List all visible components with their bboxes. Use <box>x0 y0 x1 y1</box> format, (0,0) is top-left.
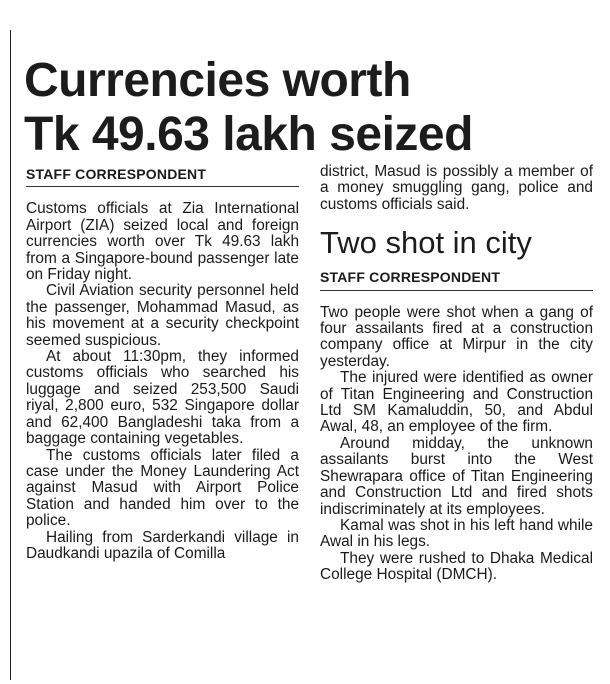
article-paragraph: The customs officials later filed a case under the Money Laundering Act against Masud with Airport Police Station and handed him over to the police. <box>26 446 299 530</box>
article-paragraph: At about 11:30pm, they informed customs officials who searched his luggage and seized 253,500 Saudi riyal, 2,800 euro, 532 Singapore dollar and 62,400 Bangladeshi taka from a baggage containing vegetables. <box>26 348 299 448</box>
subheadline: Two shot in city <box>320 225 532 261</box>
article-paragraph: Kamal was shot in his left hand while Awal in his legs. <box>320 516 593 551</box>
column-rule <box>10 30 11 680</box>
article-continuation: district, Masud is possibly a member of a money smuggling gang, police and customs officials said. <box>320 163 593 213</box>
article-paragraph: They were rushed to Dhaka Medical College Hospital (DMCH). <box>320 549 593 584</box>
article-column-right <box>320 163 593 584</box>
article-paragraph: Hailing from Sarderkandi village in Daudkandi upazila of Comilla <box>26 528 299 562</box>
byline: STAFF CORRESPONDENT <box>320 269 593 290</box>
article-paragraph: Two people were shot when a gang of four assailants fired at a construction company office at Mirpur in the city yesterday. <box>320 303 593 370</box>
article-column-left <box>26 166 299 562</box>
article-paragraph: The injured were identified as owner of Titan Engineering and Construction Ltd SM Kamaluddin, 50, and Abdul Awal, 48, an employee of the firm. <box>320 369 593 436</box>
headline-line-1: Currencies worth <box>24 54 411 108</box>
article-paragraph: Civil Aviation security personnel held the passenger, Mohammad Masud, as his movement at a security checkpoint seemed suspicious. <box>26 282 299 349</box>
article-paragraph: Around midday, the unknown assailants burst into the West Shewrapara office of Titan Engineering and Construction Ltd and fired shots indiscriminately at its employees. <box>320 434 593 518</box>
article-paragraph: Customs officials at Zia International Airport (ZIA) seized local and foreign currencies worth over Tk 49.63 lakh from a Singapore-bound passenger late on Friday night. <box>26 200 299 284</box>
headline <box>24 54 604 162</box>
byline: STAFF CORRESPONDENT <box>26 166 299 187</box>
headline-line-2: Tk 49.63 lakh seized <box>24 108 473 162</box>
